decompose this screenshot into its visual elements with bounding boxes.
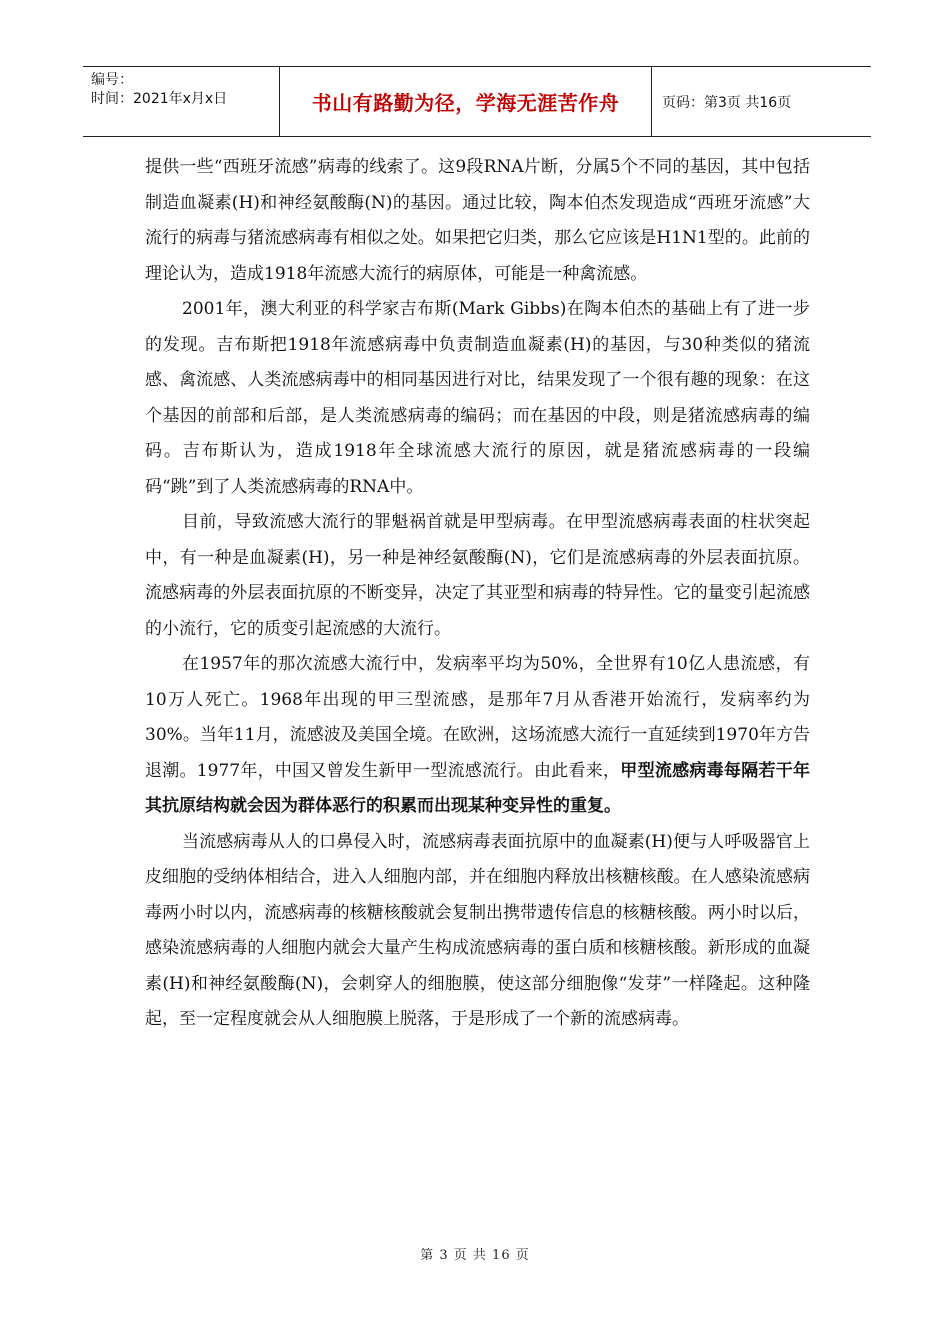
document-body <box>145 150 810 1038</box>
header-meta <box>83 67 280 136</box>
paragraph-2: 2001年，澳大利亚的科学家吉布斯(Mark Gibbs)在陶本伯杰的基础上有了进一步的发现。吉布斯把1918年流感病毒中负责制造血凝素(H)的基因，与30种类似的猪流感、禽流感、人类流感病毒中的相同基因进行对比，结果发现了一个很有趣的现象：在这个基因的前部和后部，是人类流感病毒的编码；而在基因的中段，则是猪流感病毒的编码。吉布斯认为，造成1918年全球流感大流行的原因，就是猪流感病毒的一段编码“跳”到了人类流感病毒的RNA中。 <box>145 299 810 497</box>
paragraph-4-text: 在1957年的那次流感大流行中，发病率平均为50%，全世界有10亿人患流感，有10万人死亡。1968年出现的甲三型流感，是那年7月从香港开始流行，发病率约为30%。当年11月，流感波及美国全境。在欧洲，这场流感大流行一直延续到1970年方告退潮。1977年，中国又曾发生新甲一型流感流行。由此看来， <box>145 654 810 781</box>
paragraph-5: 当流感病毒从人的口鼻侵入时，流感病毒表面抗原中的血凝素(H)便与人呼吸器官上皮细胞的受纳体相结合，进入人细胞内部，并在细胞内释放出核糖核酸。在人感染流感病毒两小时以内，流感病毒的核糖核酸就会复制出携带遗传信息的核糖核酸。两小时以后，感染流感病毒的人细胞内就会大量产生构成流感病毒的蛋白质和核糖核酸。新形成的血凝素(H)和神经氨酸酶(N)，会刺穿人的细胞膜，使这部分细胞像“发芽”一样隆起。这种隆起，至一定程度就会从人细胞膜上脱落，于是形成了一个新的流感病毒。 <box>145 831 810 1029</box>
paragraph-3: 目前，导致流感大流行的罪魁祸首就是甲型病毒。在甲型流感病毒表面的柱状突起中，有一种是血凝素(H)，另一种是神经氨酸酶(N)，它们是流感病毒的外层表面抗原。流感病毒的外层表面抗原的不断变异，决定了其亚型和病毒的特异性。它的量变引起流感的小流行，它的质变引起流感的大流行。 <box>145 512 810 639</box>
page-footer: 第 3 页 共 16 页 <box>420 1248 530 1263</box>
header-page-info-cell <box>652 67 871 136</box>
paragraph-1: 提供一些“西班牙流感”病毒的线索了。这9段RNA片断，分属5个不同的基因，其中包括制造血凝素(H)和神经氨酸酶(N)的基因。通过比较，陶本伯杰发现造成“西班牙流感”大流行的病毒与猪流感病毒有相似之处。如果把它归类，那么它应该是H1N1型的。此前的理论认为，造成1918年流感大流行的病原体，可能是一种禽流感。 <box>145 157 810 284</box>
document-number-label: 编号： <box>91 72 133 88</box>
paragraph-4 <box>145 647 810 825</box>
page-header <box>83 66 871 137</box>
paragraph-4-bold-text: 甲型流感病毒每隔若干年其抗原结构就会因为群体恶行的积累而出现某种变异性的重复。 <box>145 760 811 816</box>
document-date: 时间：2021年x月x日 <box>91 91 228 107</box>
header-motto-cell <box>280 67 652 136</box>
header-motto: 书山有路勤为径，学海无涯苦作舟 <box>311 91 620 115</box>
header-page-info: 页码：第3页 共16页 <box>662 94 792 111</box>
